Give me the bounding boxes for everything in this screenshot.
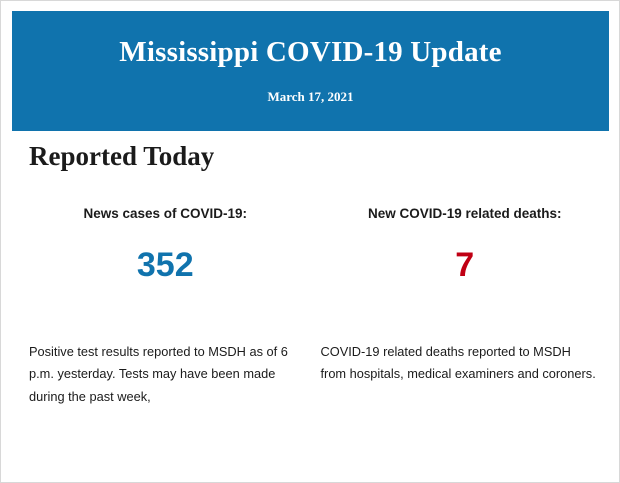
stat-cases-label: News cases of COVID-19:: [83, 206, 248, 221]
page-title: Mississippi COVID-19 Update: [119, 36, 502, 68]
stat-deaths-value: 7: [455, 246, 475, 284]
header-banner: [12, 11, 609, 131]
stat-cases: [12, 206, 311, 285]
stat-cases-description: Positive test results reported to MSDH as of 6 p.m. yesterday. Tests may have been made during the past week,: [29, 344, 288, 404]
report-date: March 17, 2021: [267, 89, 354, 104]
stat-deaths-label: New COVID-19 related deaths:: [367, 206, 562, 221]
stat-cases-value: 352: [136, 246, 194, 284]
stat-deaths-description: COVID-19 related deaths reported to MSDH from hospitals, medical examiners and coroners.: [320, 344, 596, 382]
section-heading: Reported Today: [29, 141, 215, 171]
stat-deaths: [311, 206, 610, 285]
stats-row: [12, 206, 609, 285]
descriptions-row: [12, 341, 609, 408]
